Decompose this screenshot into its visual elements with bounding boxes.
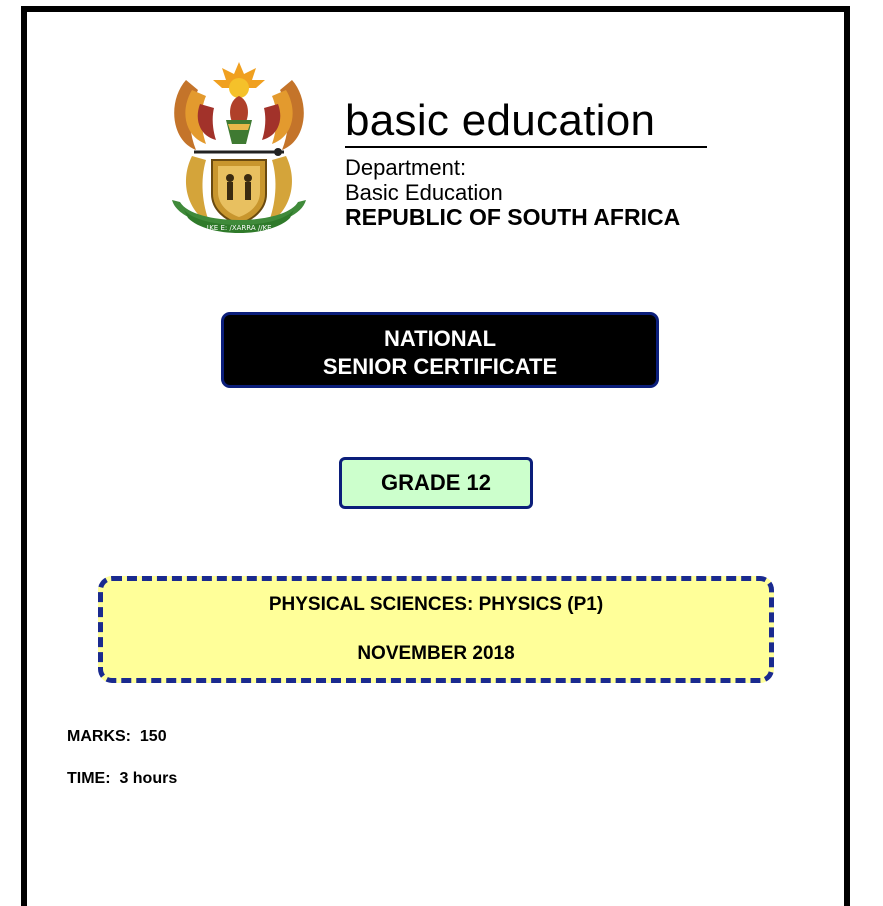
time-value: 3 hours: [119, 770, 178, 787]
marks-line: [67, 728, 167, 746]
subject-title: PHYSICAL SCIENCES: PHYSICS (P1): [268, 594, 604, 615]
svg-text:!KE E: /XARRA //KE: !KE E: /XARRA //KE: [206, 224, 272, 232]
country-name: REPUBLIC OF SOUTH AFRICA: [345, 204, 681, 230]
certificate-line-2: SENIOR CERTIFICATE: [322, 354, 558, 379]
department-line-1: Department:: [345, 155, 467, 180]
marks-value: 150: [139, 728, 167, 745]
grade-badge: GRADE 12: [339, 457, 533, 509]
coat-of-arms-icon: [166, 60, 312, 244]
subject-panel: [98, 576, 774, 683]
time-label: TIME:: [67, 770, 111, 787]
time-line: [67, 770, 177, 788]
certificate-line-1: NATIONAL: [383, 326, 497, 351]
exam-session: NOVEMBER 2018: [357, 643, 515, 664]
department-block: [345, 155, 680, 230]
brand-title: basic education: [345, 96, 707, 148]
department-line-2: Basic Education: [345, 180, 503, 205]
certificate-banner: [221, 312, 659, 388]
marks-label: MARKS:: [67, 728, 131, 745]
